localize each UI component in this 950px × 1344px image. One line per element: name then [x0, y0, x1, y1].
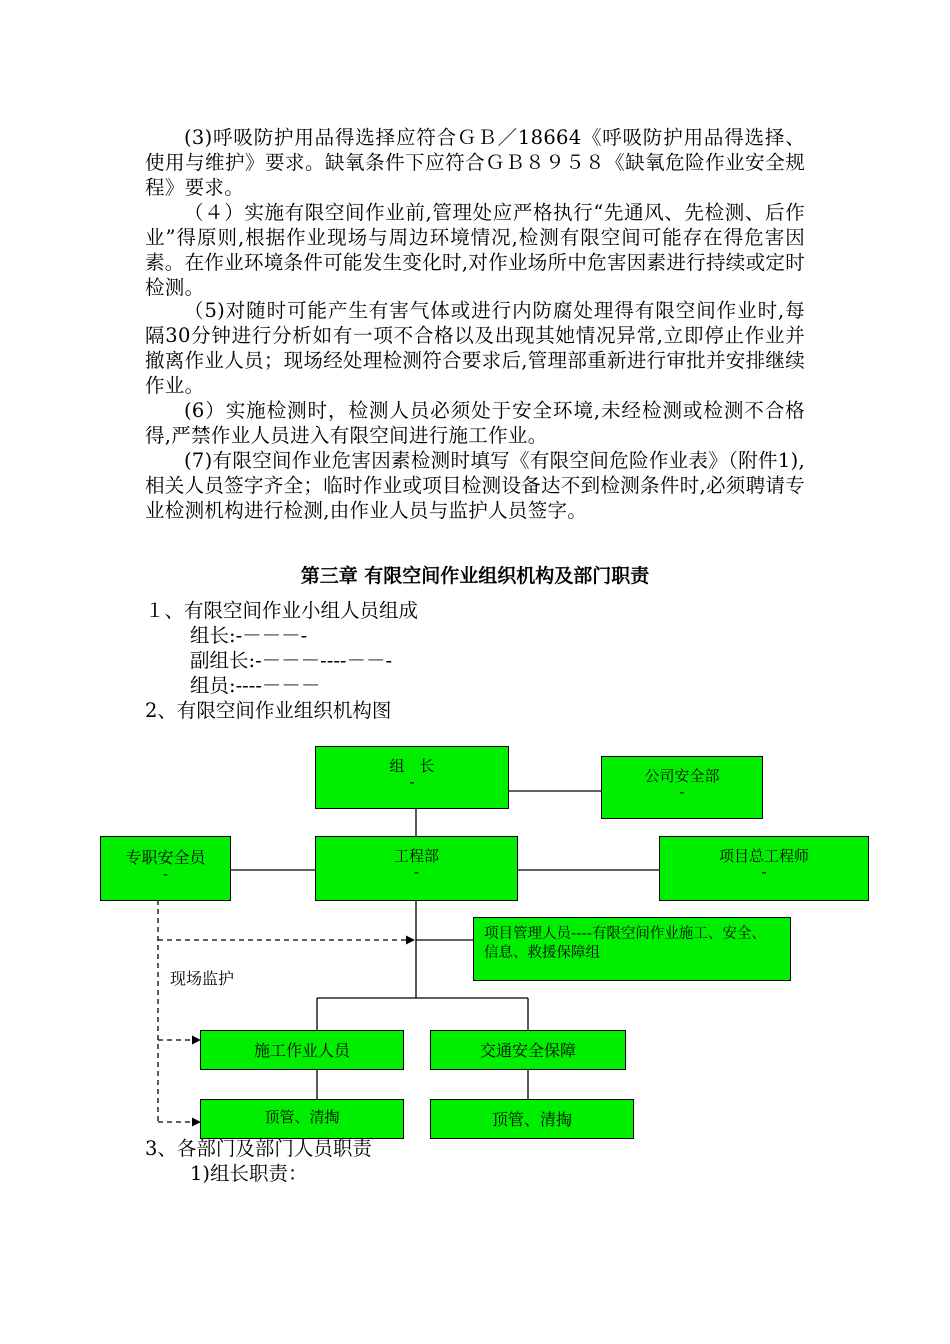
paragraph-7: (7)有限空间作业危害因素检测时填写《有限空间危险作业表》（附件1),相关人员签字齐全；临时作业或项目检测设备达不到检测条件时,必须聘请专业检测机构进行检测,由作业人员与监护人员签字。 — [145, 449, 805, 522]
org-box-safety-officer — [100, 836, 231, 901]
section-3-sub-heading: 1)组长职责： — [190, 1162, 308, 1185]
engineering-dash: - — [413, 863, 420, 881]
safety-officer-dash: - — [162, 865, 169, 883]
paragraph-6: (6）实施检测时，检测人员必须处于安全环境,未经检测或检测不合格得,严禁作业人员进入有限空间进行施工作业。 — [145, 399, 805, 447]
section-2-heading: 2、有限空间作业组织机构图 — [145, 699, 392, 722]
company-safety-dash: - — [679, 783, 685, 801]
chapter-title: 第三章 有限空间作业组织机构及部门职责 — [300, 565, 650, 587]
org-box-engineering — [315, 836, 518, 901]
chief-engineer-label: 项目总工程师 — [718, 847, 809, 865]
paragraph-4: （４）实施有限空间作业前,管理处应严格执行“先通风、先检测、后作业”得原则,根据作业现场与周边环境情况,检测有限空间可能存在得危害因素。在作业环境条件可能发生变化时,对作业场所中危害因素进行持续或定时检测。 — [145, 201, 805, 299]
members-line: 组员:----－－－ — [190, 674, 321, 697]
traffic-label: 交通安全保障 — [479, 1041, 576, 1060]
paragraph-5: （5)对随时可能产生有害气体或进行内防腐处理得有限空间作业时,每隔30分钟进行分析如有一项不合格以及出现其她情况异常,立即停止作业并撤离作业人员；现场经处理检测符合要求后,管理部重新进行审批并安排继续作业。 — [145, 299, 805, 397]
org-box-group-leader — [315, 746, 509, 809]
org-box-pipe-left — [200, 1099, 404, 1139]
org-box-management — [473, 917, 791, 981]
safety-officer-label: 专职安全员 — [125, 848, 206, 867]
org-box-traffic — [430, 1030, 626, 1070]
chief-engineer-dash: - — [761, 863, 767, 881]
workers-label: 施工作业人员 — [253, 1041, 350, 1060]
deputy-leader-line: 副组长:-－－－----－－- — [190, 649, 393, 672]
org-box-company-safety — [601, 756, 763, 819]
management-label: 项目管理人员----有限空间作业施工、安全、信息、救援保障组 — [484, 926, 766, 961]
site-monitor-label: 现场监护 — [170, 969, 235, 988]
company-safety-label: 公司安全部 — [644, 767, 720, 785]
group-leader-label: 组 长 — [389, 757, 435, 775]
paragraph-3: (3)呼吸防护用品得选择应符合ＧＢ／18664《呼吸防护用品得选择、使用与维护》要求。缺氧条件下应符合ＧＢ８９５８《缺氧危险作业安全规程》要求。 — [145, 126, 805, 199]
org-box-workers — [200, 1030, 404, 1070]
section-1-heading: １、有限空间作业小组人员组成 — [145, 599, 419, 622]
pipe-right-label: 顶管、清掏 — [491, 1110, 572, 1129]
pipe-left-label: 顶管、清掏 — [264, 1108, 340, 1126]
section-3-heading: 3、各部门及部门人员职责 — [145, 1137, 372, 1160]
group-leader-line: 组长:-－－－- — [190, 624, 308, 647]
group-leader-dash: - — [409, 773, 415, 791]
engineering-label: 工程部 — [393, 847, 439, 865]
org-box-pipe-right — [430, 1099, 634, 1139]
org-box-chief-engineer — [659, 836, 869, 901]
